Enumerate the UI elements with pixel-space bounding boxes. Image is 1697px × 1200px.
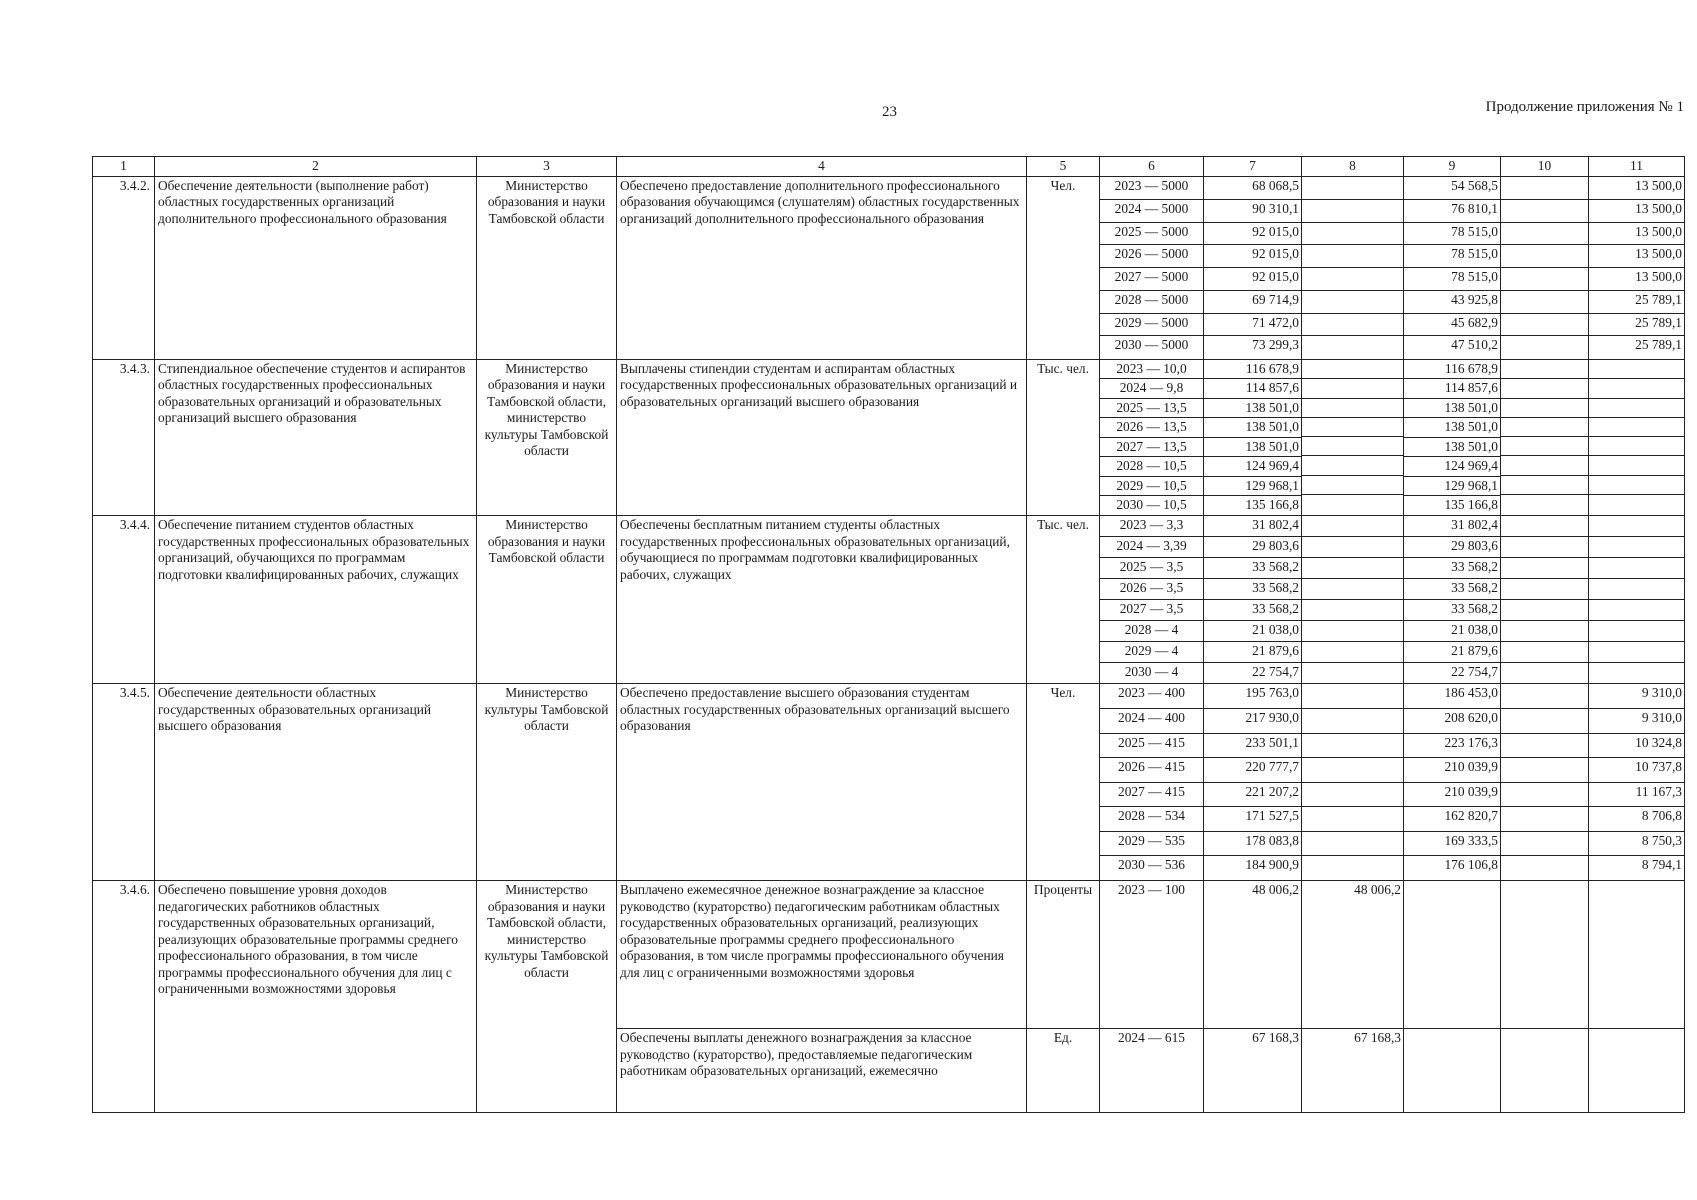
cell-c10 — [1501, 709, 1588, 734]
cell-c7: 184 900,9 — [1245, 857, 1299, 872]
cell-c8 — [1302, 579, 1403, 600]
cell-c11 — [1589, 360, 1684, 379]
cell-c7: 71 472,0 — [1204, 313, 1301, 336]
cell-c9: 54 568,5 — [1404, 177, 1500, 200]
cell-c10-stack — [1501, 516, 1589, 684]
year-value: 2023 — 10,0 — [1100, 360, 1203, 379]
cell-c10 — [1501, 600, 1588, 621]
cell-c7: 68 068,5 — [1204, 177, 1301, 200]
header-row — [93, 157, 1685, 177]
cell-c7: 67 168,3 — [1204, 1029, 1302, 1113]
cell-c8 — [1302, 516, 1403, 537]
year-value: 2027 — 415 — [1100, 782, 1203, 807]
cell-c7-stack — [1204, 516, 1302, 684]
row-result: Выплачены стипендии студентам и аспирантам областных государственных профессиональных образовательных организаций и образовательных организаций высшего образования — [617, 359, 1027, 516]
table-row — [93, 516, 1685, 684]
budget-table — [92, 156, 1685, 1113]
cell-c8-stack — [1302, 176, 1404, 359]
row-unit: Тыс. чел. — [1027, 516, 1100, 684]
cell-c11 — [1589, 641, 1684, 662]
cell-c9: 129 968,1 — [1404, 476, 1500, 496]
cell-c7: 233 501,1 — [1204, 733, 1301, 758]
year-value-stack — [1100, 176, 1204, 359]
cell-c8: 67 168,3 — [1302, 1029, 1404, 1113]
cell-c10 — [1501, 620, 1588, 641]
cell-c7: 116 678,9 — [1204, 360, 1301, 379]
table-row — [93, 176, 1685, 359]
cell-c11-stack — [1589, 516, 1685, 684]
cell-c9-stack — [1404, 516, 1501, 684]
cell-c9: 33 568,2 — [1404, 558, 1500, 579]
year-value: 2028 — 4 — [1100, 620, 1203, 641]
cell-c7: 29 803,6 — [1204, 537, 1301, 558]
row-code: 3.4.4. — [93, 516, 155, 684]
cell-c9: 210 039,9 — [1404, 758, 1500, 783]
year-value: 2023 — 400 — [1100, 684, 1203, 709]
cell-c9: 169 333,5 — [1404, 831, 1500, 856]
cell-c10 — [1501, 456, 1588, 475]
cell-c7: 48 006,2 — [1204, 881, 1302, 1029]
cell-c8 — [1302, 620, 1403, 641]
year-value: 2030 — 5000 — [1114, 337, 1189, 353]
year-value: 2024 — 3,39 — [1100, 537, 1203, 558]
row-unit: Чел. — [1027, 176, 1100, 359]
row-name: Обеспечение питанием студентов областных государственных профессиональных образовательных организаций, обучающихся по программам подготовки квалифицированных рабочих, служащих — [155, 516, 477, 684]
cell-c9: 210 039,9 — [1404, 782, 1500, 807]
year-value-stack — [1100, 359, 1204, 516]
cell-c7: 21 879,6 — [1204, 641, 1301, 662]
cell-c7: 178 083,8 — [1204, 831, 1301, 856]
row-unit: Проценты — [1027, 881, 1100, 1029]
cell-c10 — [1501, 537, 1588, 558]
cell-c10 — [1501, 579, 1588, 600]
cell-c8 — [1302, 336, 1403, 359]
cell-c7: 92 015,0 — [1204, 268, 1301, 291]
row-code: 3.4.2. — [93, 176, 155, 359]
cell-c7: 92 015,0 — [1204, 245, 1301, 268]
cell-c9: 78 515,0 — [1404, 245, 1500, 268]
cell-c9: 116 678,9 — [1404, 360, 1500, 379]
cell-c8-stack — [1302, 516, 1404, 684]
cell-c10 — [1501, 641, 1588, 662]
cell-c8 — [1302, 831, 1403, 856]
year-value: 2023 — 3,3 — [1100, 516, 1203, 537]
cell-c7: 221 207,2 — [1204, 782, 1301, 807]
cell-c11: 11 167,3 — [1589, 782, 1684, 807]
cell-c10 — [1501, 475, 1588, 494]
cell-c10 — [1501, 831, 1588, 856]
year-value: 2025 — 3,5 — [1100, 558, 1203, 579]
col-header: 1 — [93, 157, 155, 177]
cell-c10-stack — [1501, 359, 1589, 516]
cell-c10 — [1501, 684, 1588, 709]
cell-c10 — [1501, 437, 1588, 456]
cell-c11: 10 324,8 — [1589, 733, 1684, 758]
cell-c11-stack — [1589, 359, 1685, 516]
cell-c8 — [1302, 733, 1403, 758]
cell-c9: 21 038,0 — [1404, 620, 1500, 641]
cell-c10-stack — [1501, 684, 1589, 881]
year-value: 2030 — 10,5 — [1116, 497, 1187, 513]
cell-c9: 33 568,2 — [1404, 579, 1500, 600]
cell-c10 — [1501, 379, 1588, 398]
cell-c8 — [1302, 398, 1403, 417]
cell-c10 — [1501, 336, 1588, 359]
cell-c11: 13 500,0 — [1589, 222, 1684, 245]
row-name: Стипендиальное обеспечение студентов и аспирантов областных государственных профессиональных образовательных организаций и образовательных организаций высшего образования — [155, 359, 477, 516]
cell-c10 — [1501, 222, 1588, 245]
year-value: 2029 — 4 — [1100, 641, 1203, 662]
cell-c9: 21 879,6 — [1404, 641, 1500, 662]
year-value: 2023 — 5000 — [1100, 177, 1203, 200]
cell-c7: 31 802,4 — [1204, 516, 1301, 537]
cell-c7: 220 777,7 — [1204, 758, 1301, 783]
cell-c10 — [1501, 516, 1588, 537]
cell-c7-stack — [1204, 359, 1302, 516]
row-result: Выплачено ежемесячное денежное вознаграждение за классное руководство (кураторство) педагогическим работникам областных государственных образовательных организаций, реализующих образовательные программы среднего профессионального образования, в том числе программы профессионального обучения для лиц с ограниченными возможностями здоровья — [617, 881, 1027, 1029]
cell-c9: 43 925,8 — [1404, 290, 1500, 313]
cell-c11-stack — [1589, 176, 1685, 359]
cell-c7: 114 857,6 — [1204, 379, 1301, 399]
cell-c11: 9 310,0 — [1589, 709, 1684, 734]
cell-c11 — [1589, 558, 1684, 579]
cell-c11 — [1589, 537, 1684, 558]
cell-c8 — [1302, 417, 1403, 436]
year-value: 2024 — 615 — [1100, 1029, 1204, 1113]
cell-c11 — [1589, 494, 1684, 513]
year-value: 2027 — 13,5 — [1100, 437, 1203, 457]
cell-c9: 29 803,6 — [1404, 537, 1500, 558]
cell-c7: 33 568,2 — [1204, 558, 1301, 579]
year-value: 2026 — 3,5 — [1100, 579, 1203, 600]
cell-c8: 48 006,2 — [1302, 881, 1404, 1029]
row-name: Обеспечено повышение уровня доходов педагогических работников областных государственных образовательных организаций, реализующих образовательные программы среднего профессионального образования, в том числе программы профессионального обучения для лиц с ограниченными возможностями здоровья — [155, 881, 477, 1113]
row-executor: Министерство образования и науки Тамбовской области — [477, 176, 617, 359]
cell-c9: 45 682,9 — [1404, 313, 1500, 336]
year-value-stack — [1100, 516, 1204, 684]
cell-c8 — [1302, 662, 1403, 683]
cell-c7: 124 969,4 — [1204, 457, 1301, 477]
cell-c11 — [1589, 662, 1684, 683]
year-value: 2029 — 535 — [1100, 831, 1203, 856]
cell-c11: 13 500,0 — [1589, 245, 1684, 268]
cell-c10 — [1501, 856, 1588, 881]
cell-c11 — [1589, 600, 1684, 621]
col-header: 10 — [1501, 157, 1589, 177]
cell-c11 — [1589, 456, 1684, 475]
cell-c8 — [1302, 782, 1403, 807]
page-number: 23 — [882, 104, 897, 120]
cell-c8 — [1302, 600, 1403, 621]
cell-c10 — [1501, 662, 1588, 683]
year-value: 2024 — 400 — [1100, 709, 1203, 734]
cell-c9: 114 857,6 — [1404, 379, 1500, 399]
cell-c10 — [1501, 245, 1588, 268]
cell-c9: 186 453,0 — [1404, 684, 1500, 709]
cell-c11 — [1589, 437, 1684, 456]
table-row — [93, 359, 1685, 516]
row-result: Обеспечено предоставление дополнительного профессионального образования обучающимся (слушателям) областных государственных организаций дополнительного профессионального образования — [617, 176, 1027, 359]
cell-c8 — [1302, 268, 1403, 291]
cell-c11 — [1589, 579, 1684, 600]
cell-c8 — [1302, 709, 1403, 734]
cell-c8-stack — [1302, 684, 1404, 881]
cell-c10-stack — [1501, 176, 1589, 359]
cell-c7: 69 714,9 — [1204, 290, 1301, 313]
table-row — [93, 684, 1685, 881]
cell-c8-stack — [1302, 359, 1404, 516]
year-value-stack — [1100, 684, 1204, 881]
cell-c9: 223 176,3 — [1404, 733, 1500, 758]
cell-c8 — [1302, 494, 1403, 513]
year-value: 2027 — 3,5 — [1100, 600, 1203, 621]
year-value: 2028 — 5000 — [1100, 290, 1203, 313]
cell-c10 — [1501, 290, 1588, 313]
col-header: 11 — [1589, 157, 1685, 177]
row-result: Обеспечены выплаты денежного вознаграждения за классное руководство (кураторство), предоставляемые педагогическим работникам образовательных организаций, ежемесячно — [617, 1029, 1027, 1113]
cell-c10 — [1501, 494, 1588, 513]
cell-c10 — [1501, 360, 1588, 379]
year-value: 2027 — 5000 — [1100, 268, 1203, 291]
cell-c11 — [1589, 417, 1684, 436]
cell-c9: 138 501,0 — [1404, 418, 1500, 438]
year-value: 2029 — 10,5 — [1100, 476, 1203, 496]
year-value: 2029 — 5000 — [1100, 313, 1203, 336]
cell-c11: 25 789,1 — [1635, 337, 1682, 353]
cell-c7: 135 166,8 — [1245, 497, 1299, 513]
cell-c7: 22 754,7 — [1252, 663, 1299, 679]
table-row — [93, 881, 1685, 1029]
year-value: 2028 — 10,5 — [1100, 457, 1203, 477]
cell-c8 — [1302, 537, 1403, 558]
cell-c8 — [1302, 290, 1403, 313]
cell-c9: 33 568,2 — [1404, 600, 1500, 621]
continuation-note: Продолжение приложения № 1 — [1485, 99, 1684, 115]
cell-c10 — [1501, 558, 1588, 579]
row-code: 3.4.3. — [93, 359, 155, 516]
cell-c10 — [1501, 417, 1588, 436]
cell-c8 — [1302, 684, 1403, 709]
cell-c11: 8 706,8 — [1589, 807, 1684, 832]
cell-c7: 138 501,0 — [1204, 418, 1301, 438]
cell-c11: 13 500,0 — [1589, 268, 1684, 291]
cell-c11: 13 500,0 — [1589, 177, 1684, 200]
cell-c7-stack — [1204, 176, 1302, 359]
col-header: 2 — [155, 157, 477, 177]
cell-c7: 129 968,1 — [1204, 476, 1301, 496]
row-name: Обеспечение деятельности (выполнение работ) областных государственных организаций дополнительного профессионального образования — [155, 176, 477, 359]
cell-c11: 8 750,3 — [1589, 831, 1684, 856]
row-executor: Министерство образования и науки Тамбовской области, министерство культуры Тамбовской области — [477, 881, 617, 1113]
year-value: 2024 — 5000 — [1100, 199, 1203, 222]
cell-c9-stack — [1404, 176, 1501, 359]
cell-c9: 78 515,0 — [1404, 222, 1500, 245]
col-header: 3 — [477, 157, 617, 177]
cell-c10 — [1501, 313, 1588, 336]
cell-c9: 176 106,8 — [1444, 857, 1498, 872]
cell-c11 — [1589, 620, 1684, 641]
cell-c8 — [1302, 222, 1403, 245]
year-value: 2025 — 13,5 — [1100, 398, 1203, 418]
cell-c7: 33 568,2 — [1204, 600, 1301, 621]
cell-c11 — [1589, 379, 1684, 398]
col-header: 7 — [1204, 157, 1302, 177]
cell-c11: 25 789,1 — [1589, 313, 1684, 336]
cell-c11: 8 794,1 — [1641, 857, 1682, 872]
year-value: 2025 — 5000 — [1100, 222, 1203, 245]
cell-c8 — [1302, 379, 1403, 398]
cell-c9-stack — [1404, 359, 1501, 516]
cell-c8 — [1302, 758, 1403, 783]
cell-c7: 21 038,0 — [1204, 620, 1301, 641]
cell-c9: 135 166,8 — [1444, 497, 1498, 513]
year-value: 2030 — 4 — [1124, 663, 1179, 679]
cell-c9: 162 820,7 — [1404, 807, 1500, 832]
cell-c7: 92 015,0 — [1204, 222, 1301, 245]
year-value: 2024 — 9,8 — [1100, 379, 1203, 399]
col-header: 5 — [1027, 157, 1100, 177]
cell-c8 — [1302, 475, 1403, 494]
row-result: Обеспечены бесплатным питанием студенты областных государственных профессиональных образовательных организаций, обучающиеся по программам подготовки квалифицированных рабочих, служащих — [617, 516, 1027, 684]
year-value: 2026 — 415 — [1100, 758, 1203, 783]
cell-c11: 25 789,1 — [1589, 290, 1684, 313]
cell-c9: 124 969,4 — [1404, 457, 1500, 477]
row-unit: Тыс. чел. — [1027, 359, 1100, 516]
cell-c9: 31 802,4 — [1404, 516, 1500, 537]
col-header: 4 — [617, 157, 1027, 177]
cell-c9: 22 754,7 — [1451, 663, 1498, 679]
col-header: 9 — [1404, 157, 1501, 177]
cell-c11: 13 500,0 — [1589, 199, 1684, 222]
row-executor: Министерство культуры Тамбовской области — [477, 684, 617, 881]
cell-c11: 9 310,0 — [1589, 684, 1684, 709]
cell-c8 — [1302, 245, 1403, 268]
year-value: 2023 — 100 — [1100, 881, 1204, 1029]
row-result: Обеспечено предоставление высшего образования студентам областных государственных образовательных организаций высшего образования — [617, 684, 1027, 881]
cell-c8 — [1302, 558, 1403, 579]
year-value: 2026 — 13,5 — [1100, 418, 1203, 438]
cell-c7: 138 501,0 — [1204, 437, 1301, 457]
cell-c8 — [1302, 641, 1403, 662]
cell-c8 — [1302, 313, 1403, 336]
row-code: 3.4.5. — [93, 684, 155, 881]
cell-c11 — [1589, 516, 1684, 537]
cell-c7: 217 930,0 — [1204, 709, 1301, 734]
cell-c10 — [1501, 807, 1588, 832]
cell-c8 — [1302, 807, 1403, 832]
cell-c7: 171 527,5 — [1204, 807, 1301, 832]
cell-c8 — [1302, 856, 1403, 881]
cell-c7: 138 501,0 — [1204, 398, 1301, 418]
cell-c7: 195 763,0 — [1204, 684, 1301, 709]
cell-c7: 33 568,2 — [1204, 579, 1301, 600]
cell-c7: 90 310,1 — [1204, 199, 1301, 222]
cell-c11 — [1589, 475, 1684, 494]
cell-c8 — [1302, 177, 1403, 200]
cell-c11 — [1589, 398, 1684, 417]
cell-c7-stack — [1204, 684, 1302, 881]
col-header: 8 — [1302, 157, 1404, 177]
cell-c8 — [1302, 199, 1403, 222]
row-unit: Ед. — [1027, 1029, 1100, 1113]
cell-c10 — [1501, 758, 1588, 783]
col-header: 6 — [1100, 157, 1204, 177]
cell-c10 — [1501, 199, 1588, 222]
year-value: 2026 — 5000 — [1100, 245, 1203, 268]
cell-c10 — [1501, 268, 1588, 291]
cell-c9: 47 510,2 — [1451, 337, 1498, 353]
cell-c11-stack — [1589, 684, 1685, 881]
row-executor: Министерство образования и науки Тамбовской области, министерство культуры Тамбовской области — [477, 359, 617, 516]
cell-c8 — [1302, 360, 1403, 379]
row-executor: Министерство образования и науки Тамбовской области — [477, 516, 617, 684]
cell-c10 — [1501, 782, 1588, 807]
cell-c9: 138 501,0 — [1404, 398, 1500, 418]
cell-c10 — [1501, 733, 1588, 758]
cell-c9: 208 620,0 — [1404, 709, 1500, 734]
row-code: 3.4.6. — [93, 881, 155, 1113]
row-unit: Чел. — [1027, 684, 1100, 881]
row-name: Обеспечение деятельности областных государственных образовательных организаций высшего образования — [155, 684, 477, 881]
cell-c11: 10 737,8 — [1589, 758, 1684, 783]
cell-c9: 78 515,0 — [1404, 268, 1500, 291]
year-value: 2028 — 534 — [1100, 807, 1203, 832]
cell-c10 — [1501, 398, 1588, 417]
cell-c7: 73 299,3 — [1252, 337, 1299, 353]
year-value: 2030 — 536 — [1118, 857, 1185, 872]
year-value: 2025 — 415 — [1100, 733, 1203, 758]
cell-c9-stack — [1404, 684, 1501, 881]
cell-c9: 76 810,1 — [1404, 199, 1500, 222]
cell-c10 — [1501, 177, 1588, 200]
cell-c9: 138 501,0 — [1404, 437, 1500, 457]
cell-c8 — [1302, 437, 1403, 456]
cell-c8 — [1302, 456, 1403, 475]
